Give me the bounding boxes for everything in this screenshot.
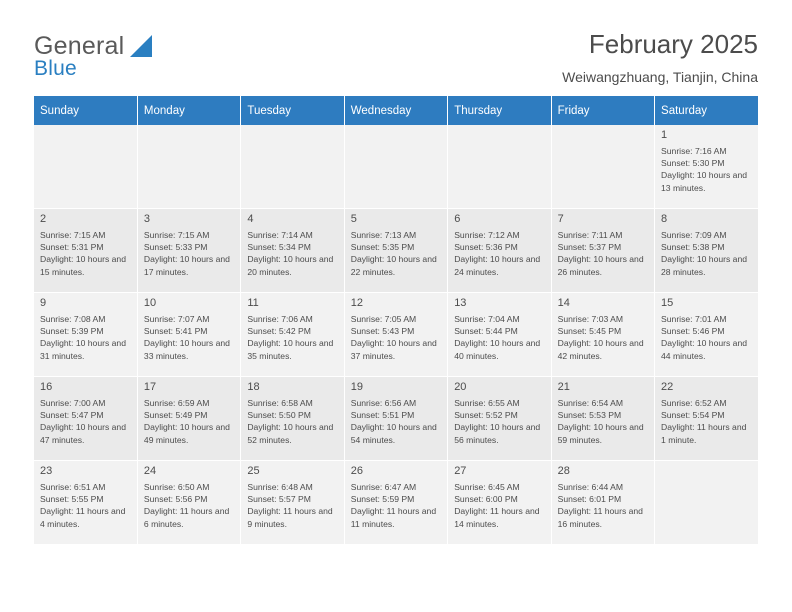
sunrise-text: Sunrise: 7:03 AM: [557, 314, 624, 324]
day-info: [40, 229, 131, 278]
daylight-text: Daylight: 10 hours and 17 minutes.: [143, 254, 230, 277]
day-info: [40, 313, 131, 362]
sunrise-text: Sunrise: 7:14 AM: [247, 230, 313, 240]
daylight-text: Daylight: 10 hours and 26 minutes.: [557, 254, 644, 277]
sunrise-text: Sunrise: 7:01 AM: [661, 314, 727, 324]
sunset-text: Sunset: 5:37 PM: [557, 242, 622, 253]
calendar-day-cell[interactable]: [34, 377, 137, 461]
day-number: 28: [557, 465, 570, 477]
calendar-day-cell[interactable]: [551, 293, 654, 377]
calendar-day-cell[interactable]: [137, 377, 240, 461]
sunrise-text: Sunrise: 7:11 AM: [557, 230, 623, 240]
day-number: 19: [350, 381, 364, 393]
day-info: [661, 313, 752, 362]
weekday-header-wednesday: Wednesday: [344, 96, 447, 125]
calendar-day-cell[interactable]: [34, 293, 137, 377]
sunset-text: Sunset: 5:49 PM: [143, 410, 208, 421]
calendar-day-cell[interactable]: [241, 293, 344, 377]
day-info: [558, 481, 648, 530]
day-info: [454, 481, 544, 530]
sunset-text: Sunset: 5:53 PM: [557, 410, 622, 421]
day-number: 13: [454, 297, 467, 309]
sunrise-text: Sunrise: 7:13 AM: [350, 230, 417, 240]
calendar-day-cell[interactable]: [344, 209, 447, 293]
calendar-day-cell[interactable]: [241, 209, 344, 293]
sunset-text: Sunset: 5:30 PM: [661, 158, 725, 169]
calendar-day-cell[interactable]: [34, 461, 137, 545]
sunset-text: Sunset: 5:51 PM: [350, 410, 415, 421]
daylight-text: Daylight: 10 hours and 42 minutes.: [557, 338, 644, 361]
daylight-text: Daylight: 11 hours and 6 minutes.: [143, 506, 230, 529]
daylight-text: Daylight: 10 hours and 33 minutes.: [143, 338, 230, 361]
sunset-text: Sunset: 5:50 PM: [247, 410, 311, 421]
daylight-text: Daylight: 10 hours and 20 minutes.: [247, 254, 334, 277]
sunrise-text: Sunrise: 7:05 AM: [350, 314, 417, 324]
calendar-day-cell[interactable]: [448, 293, 551, 377]
day-number: 15: [661, 297, 674, 309]
sunrise-text: Sunrise: 7:08 AM: [40, 314, 106, 324]
sunrise-text: Sunrise: 6:56 AM: [350, 398, 417, 408]
sunrise-text: Sunrise: 7:00 AM: [40, 398, 106, 408]
calendar-day-cell[interactable]: [448, 377, 551, 461]
day-info: [351, 229, 441, 278]
sunrise-text: Sunrise: 7:07 AM: [143, 314, 210, 324]
day-number: 6: [454, 213, 461, 225]
daylight-text: Daylight: 10 hours and 52 minutes.: [247, 422, 334, 445]
daylight-text: Daylight: 10 hours and 59 minutes.: [557, 422, 644, 445]
sunset-text: Sunset: 5:45 PM: [557, 326, 622, 337]
calendar-day-cell[interactable]: [344, 377, 447, 461]
calendar-day-cell[interactable]: [551, 461, 654, 545]
sunset-text: Sunset: 5:54 PM: [661, 410, 725, 421]
sunrise-text: Sunrise: 7:12 AM: [454, 230, 520, 240]
calendar-day-cell[interactable]: [241, 377, 344, 461]
day-info: [558, 229, 648, 278]
sunrise-text: Sunrise: 7:04 AM: [454, 314, 520, 324]
sunrise-text: Sunrise: 6:51 AM: [40, 482, 106, 492]
day-number: 22: [661, 381, 674, 393]
day-number: 4: [247, 213, 254, 225]
calendar-day-cell[interactable]: [34, 209, 137, 293]
weekday-header-thursday: Thursday: [448, 96, 551, 125]
weekday-header-tuesday: Tuesday: [241, 96, 344, 125]
day-number: 25: [247, 465, 260, 477]
sunrise-text: Sunrise: 6:59 AM: [143, 398, 210, 408]
calendar-day-cell[interactable]: [137, 209, 240, 293]
logo[interactable]: [34, 32, 254, 84]
calendar-cell-empty: [551, 125, 654, 209]
daylight-text: Daylight: 10 hours and 13 minutes.: [661, 170, 748, 193]
sunset-text: Sunset: 5:34 PM: [247, 242, 311, 253]
sunrise-text: Sunrise: 6:48 AM: [247, 482, 313, 492]
daylight-text: Daylight: 11 hours and 14 minutes.: [454, 506, 540, 529]
sunrise-text: Sunrise: 6:50 AM: [143, 482, 210, 492]
sunset-text: Sunset: 5:57 PM: [247, 494, 311, 505]
day-number: 17: [143, 381, 157, 393]
calendar-table: [34, 96, 758, 545]
day-number: 3: [143, 213, 151, 225]
sunrise-text: Sunrise: 7:15 AM: [143, 230, 210, 240]
daylight-text: Daylight: 10 hours and 35 minutes.: [247, 338, 334, 361]
day-number: 14: [557, 297, 570, 309]
calendar-day-cell[interactable]: [655, 293, 758, 377]
sunset-text: Sunset: 5:36 PM: [454, 242, 518, 253]
calendar-day-cell[interactable]: [137, 293, 240, 377]
sunset-text: Sunset: 5:43 PM: [350, 326, 415, 337]
sunrise-text: Sunrise: 7:09 AM: [661, 230, 727, 240]
sunrise-text: Sunrise: 6:47 AM: [350, 482, 417, 492]
day-info: [661, 145, 752, 194]
sunrise-text: Sunrise: 6:58 AM: [247, 398, 313, 408]
weekday-header-saturday: Saturday: [655, 96, 758, 125]
logo-triangle-icon: [130, 35, 152, 57]
day-info: [247, 481, 337, 530]
day-info: [351, 313, 441, 362]
daylight-text: Daylight: 10 hours and 15 minutes.: [40, 254, 126, 277]
day-info: [40, 397, 131, 446]
day-info: [454, 313, 544, 362]
calendar-cell-empty: [448, 125, 551, 209]
calendar-week-row: [34, 293, 758, 377]
sunset-text: Sunset: 5:59 PM: [350, 494, 415, 505]
daylight-text: Daylight: 10 hours and 40 minutes.: [454, 338, 541, 361]
calendar-day-cell[interactable]: [551, 377, 654, 461]
daylight-text: Daylight: 10 hours and 54 minutes.: [350, 422, 437, 445]
sunset-text: Sunset: 6:00 PM: [454, 494, 518, 505]
sunset-text: Sunset: 5:46 PM: [661, 326, 725, 337]
sunrise-text: Sunrise: 6:52 AM: [661, 398, 727, 408]
sunset-text: Sunset: 5:31 PM: [40, 242, 104, 253]
daylight-text: Daylight: 11 hours and 9 minutes.: [247, 506, 333, 529]
sunrise-text: Sunrise: 7:06 AM: [247, 314, 313, 324]
daylight-text: Daylight: 10 hours and 47 minutes.: [40, 422, 126, 445]
day-info: [454, 397, 544, 446]
logo-text-general: General: [34, 32, 125, 60]
sunset-text: Sunset: 5:52 PM: [454, 410, 518, 421]
sunset-text: Sunset: 5:47 PM: [40, 410, 104, 421]
sunset-text: Sunset: 6:01 PM: [557, 494, 622, 505]
daylight-text: Daylight: 10 hours and 31 minutes.: [40, 338, 126, 361]
day-number: 10: [143, 297, 157, 309]
calendar-week-row: [34, 125, 758, 209]
calendar-week-row: [34, 209, 758, 293]
day-number: 2: [40, 213, 47, 225]
calendar-day-cell[interactable]: [344, 293, 447, 377]
daylight-text: Daylight: 10 hours and 56 minutes.: [454, 422, 541, 445]
daylight-text: Daylight: 10 hours and 44 minutes.: [661, 338, 748, 361]
day-info: [558, 397, 648, 446]
calendar-cell-empty: [34, 125, 137, 209]
sunset-text: Sunset: 5:56 PM: [143, 494, 208, 505]
calendar-week-row: [34, 377, 758, 461]
day-number: 12: [350, 297, 364, 309]
weekday-header-sunday: Sunday: [34, 96, 137, 125]
calendar-day-cell[interactable]: [655, 125, 758, 209]
sunrise-text: Sunrise: 6:55 AM: [454, 398, 520, 408]
day-number: 9: [40, 297, 47, 309]
calendar-day-cell[interactable]: [241, 461, 344, 545]
daylight-text: Daylight: 11 hours and 1 minute.: [661, 422, 747, 445]
calendar-body: [34, 125, 758, 545]
day-number: 7: [557, 213, 564, 225]
daylight-text: Daylight: 11 hours and 4 minutes.: [40, 506, 126, 529]
calendar-day-cell[interactable]: [448, 209, 551, 293]
sunset-text: Sunset: 5:35 PM: [350, 242, 415, 253]
day-number: 23: [40, 465, 53, 477]
calendar-day-cell[interactable]: [655, 377, 758, 461]
day-number: 21: [557, 381, 570, 393]
title-block: [562, 28, 758, 88]
daylight-text: Daylight: 10 hours and 49 minutes.: [143, 422, 230, 445]
day-info: [144, 481, 234, 530]
sunset-text: Sunset: 5:38 PM: [661, 242, 725, 253]
sunrise-text: Sunrise: 7:15 AM: [40, 230, 106, 240]
sunset-text: Sunset: 5:42 PM: [247, 326, 311, 337]
day-info: [40, 481, 131, 530]
sunrise-text: Sunrise: 6:54 AM: [557, 398, 624, 408]
day-number: 16: [40, 381, 53, 393]
sunset-text: Sunset: 5:41 PM: [143, 326, 208, 337]
calendar-cell-empty: [655, 461, 758, 545]
calendar-day-cell[interactable]: [344, 461, 447, 545]
sunset-text: Sunset: 5:39 PM: [40, 326, 104, 337]
location-subtitle: Weiwangzhuang, Tianjin, China: [562, 69, 758, 85]
sunrise-text: Sunrise: 6:44 AM: [557, 482, 624, 492]
calendar-day-cell[interactable]: [551, 209, 654, 293]
day-info: [247, 313, 337, 362]
weekday-header-monday: Monday: [137, 96, 240, 125]
sunset-text: Sunset: 5:55 PM: [40, 494, 104, 505]
day-info: [454, 229, 544, 278]
day-number: 26: [350, 465, 364, 477]
calendar-cell-empty: [344, 125, 447, 209]
daylight-text: Daylight: 10 hours and 24 minutes.: [454, 254, 541, 277]
calendar-day-cell[interactable]: [448, 461, 551, 545]
day-number: 8: [661, 213, 668, 225]
logo-text-blue: Blue: [34, 57, 77, 80]
day-number: 18: [247, 381, 260, 393]
calendar-day-cell[interactable]: [655, 209, 758, 293]
daylight-text: Daylight: 10 hours and 37 minutes.: [350, 338, 437, 361]
sunset-text: Sunset: 5:44 PM: [454, 326, 518, 337]
daylight-text: Daylight: 10 hours and 22 minutes.: [350, 254, 437, 277]
day-number: 20: [454, 381, 467, 393]
sunrise-text: Sunrise: 6:45 AM: [454, 482, 520, 492]
day-number: 5: [350, 213, 357, 225]
day-info: [247, 229, 337, 278]
page-title: February 2025: [588, 29, 758, 59]
day-info: [661, 397, 752, 446]
daylight-text: Daylight: 11 hours and 11 minutes.: [350, 506, 437, 529]
day-info: [247, 397, 337, 446]
day-info: [144, 397, 234, 446]
day-info: [351, 397, 441, 446]
sunrise-text: Sunrise: 7:16 AM: [661, 146, 727, 156]
day-number: 27: [454, 465, 467, 477]
sunset-text: Sunset: 5:33 PM: [143, 242, 208, 253]
calendar-cell-empty: [241, 125, 344, 209]
day-info: [144, 229, 234, 278]
day-number: 1: [661, 129, 668, 141]
calendar-week-row: [34, 461, 758, 545]
daylight-text: Daylight: 10 hours and 28 minutes.: [661, 254, 748, 277]
page-header: [34, 0, 758, 96]
day-info: [558, 313, 648, 362]
weekday-header-friday: Friday: [551, 96, 654, 125]
day-number: 24: [143, 465, 157, 477]
daylight-text: Daylight: 11 hours and 16 minutes.: [557, 506, 643, 529]
calendar-day-cell[interactable]: [137, 461, 240, 545]
day-info: [661, 229, 752, 278]
day-number: 11: [247, 297, 259, 309]
calendar-header-row: [34, 96, 758, 125]
day-info: [144, 313, 234, 362]
day-info: [351, 481, 441, 530]
calendar-cell-empty: [137, 125, 240, 209]
